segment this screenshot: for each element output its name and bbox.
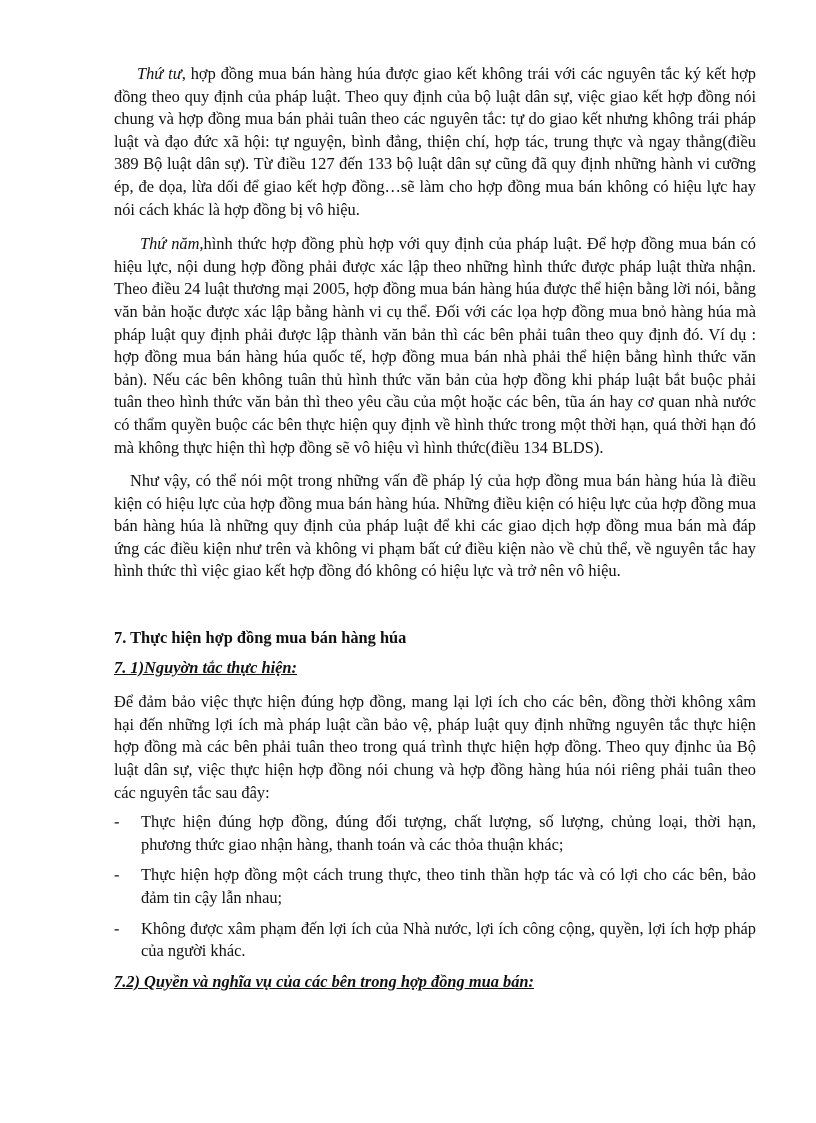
dash-bullet: - (114, 812, 120, 832)
paragraph-thu-tu (114, 63, 756, 221)
list-item (114, 811, 756, 856)
paragraph-principles-intro: Để đảm bảo việc thực hiện đúng hợp đồng, mang lại lợi ích cho các bên, đồng thời không xâm hại đến những lợi ích mà pháp luật cần bảo vệ, pháp luật quy định những nguyên tắc thực hiện hợp đồng mà các bên phải tuân theo trong quá trình thực hiện hợp đồng. Theo quy địnhc ủa Bộ luật dân sự, việc thực hiện hợp đồng nói chung và hợp đồng hàng húa nói riêng phải tuân theo các nguyên tắc sau đây: (114, 692, 756, 802)
paragraph-conclusion: Như vậy, có thể nói một trong những vấn đề pháp lý của hợp đồng mua bán hàng húa là điều kiện có hiệu lực của hợp đồng mua bán hàng húa. Những điều kiện có hiệu lực của hợp đồng mua bán hàng húa là những quy định của pháp luật để khi các giao dịch hợp đồng mua bán mà đáp ứng các điều kiện như trên và không vi phạm bất cứ điều kiện nào về chủ thể, về nguyên tắc hay hình thức thì việc giao kết hợp đồng đó không có hiệu lực và trở nên vô hiệu. (114, 471, 756, 581)
paragraph-thu-nam (114, 233, 756, 459)
section-heading-7: 7. Thực hiện hợp đồng mua bán hàng húa (114, 628, 407, 648)
dash-bullet: - (114, 918, 120, 938)
paragraph-body: , hợp đồng mua bán hàng húa được giao kết không trái với các nguyên tắc ký kết hợp đồng theo quy định của pháp luật. Theo quy định của bộ luật dân sự, việc giao kết hợp đồng nói chung và hợp đồng mua bán phải tuân theo các nguyên tắc: tự do giao kết nhưng không trái pháp luật và đạo đức xã hội: tự nguyện, bình đẳng, thiện chí, hợp tác, trung thực và ngay thẳng(điều 389 Bộ luật dân sự). Từ điều 127 đến 133 bộ luật dân sự cũng đã quy định những hành vi cưỡng ép, đe dọa, lừa dối để giao kết hợp đồng…sẽ làm cho hợp đồng mua bán không có hiệu lực hay nói cách khác là hợp đồng bị vô hiệu. (114, 64, 757, 219)
paragraph-body: hình thức hợp đồng phù hợp với quy định của pháp luật. Để hợp đồng mua bán có hiệu lực, nội dung hợp đồng phải được xác lập theo những hình thức được pháp luật thừa nhận. Theo điều 24 luật thương mại 2005, hợp đồng mua bán hàng húa được thể hiện bằng lời nói, bằng văn bản hoặc được xác lập bằng hành vi cụ thể. Đối với các lọa hợp đồng mua bnỏ hàng húa mà pháp luật quy định phải được lập thành văn bản thì các bên phải tuân theo quy định đó. Ví dụ : hợp đồng mua bán hàng húa quốc tế, hợp đồng mua bán nhà phải thể hiện bằng hình thức văn bản). Nếu các bên không tuân thủ hình thức văn bản của hợp đồng khi pháp luật bắt buộc phải tuân theo hình thức văn bản thì theo yêu cầu của một hoặc các bên, tũa án hay cơ quan nhà nước có thẩm quyền buộc các bên thực hiện quy định về hình thức trong một thời hạn, quá thời hạn đó mà không thực hiện thì hợp đồng sẽ vô hiệu vì hình thức(điều 134 BLDS). (114, 234, 756, 457)
paragraph-lead-italic: Thứ tư (137, 64, 182, 83)
list-item-text: Thực hiện đúng hợp đồng, đúng đối tượng, chất lượng, số lượng, chủng loại, thời hạn, phương thức giao nhận hàng, thanh toán và các thỏa thuận khác; (141, 812, 756, 854)
list-item-text: Thực hiện hợp đồng một cách trung thực, theo tinh thần hợp tác và có lợi cho các bên, bảo đảm tin cậy lẫn nhau; (141, 865, 756, 907)
dash-bullet: - (114, 865, 120, 885)
subsection-heading-7-2: 7.2) Quyền và nghĩa vụ của các bên trong hợp đồng mua bán: (114, 971, 534, 991)
list-item (114, 864, 756, 909)
list-item-text: Không được xâm phạm đến lợi ích của Nhà nước, lợi ích công cộng, quyền, lợi ích hợp pháp của người khác. (141, 918, 756, 961)
subsection-heading-7-1: 7. 1)Nguyờn tắc thực hiện: (114, 657, 297, 677)
list-item (114, 918, 756, 963)
principles-list (114, 811, 756, 963)
document-page (114, 63, 756, 993)
paragraph-lead-italic: Thứ năm, (140, 234, 204, 254)
